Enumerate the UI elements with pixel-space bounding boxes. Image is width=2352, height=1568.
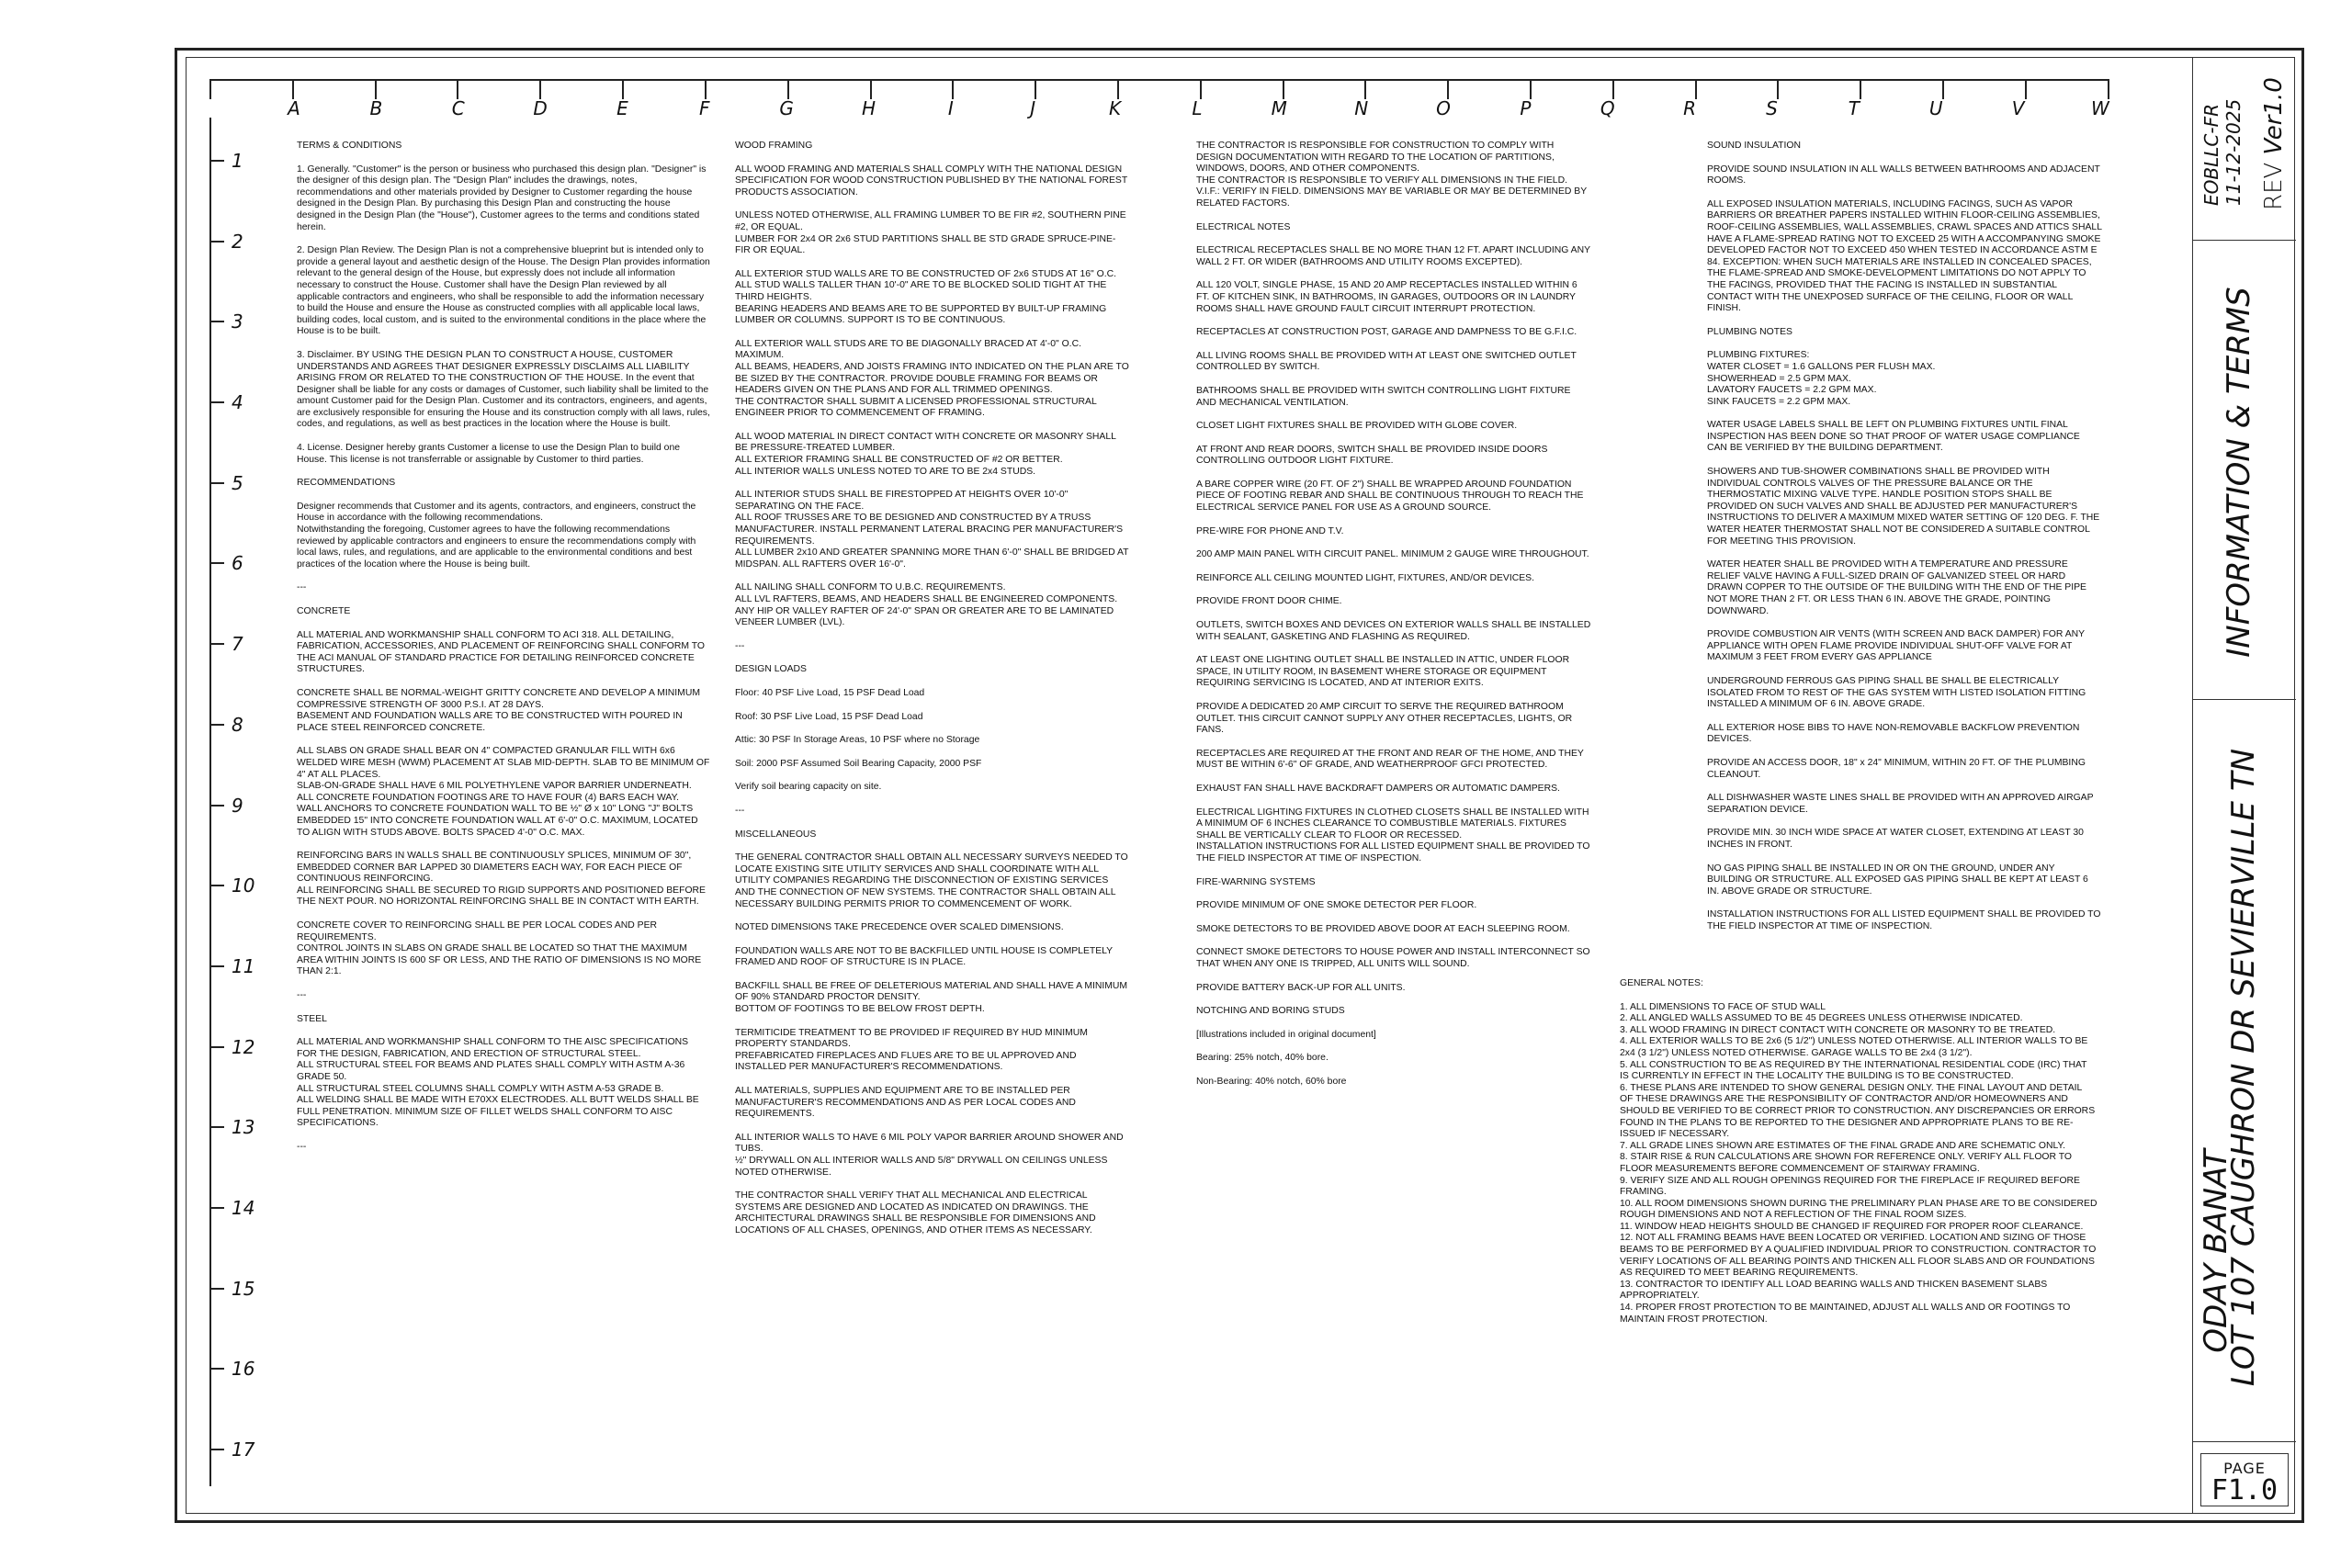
note-paragraph: PROVIDE FRONT DOOR CHIME. [1196, 596, 1342, 607]
note-paragraph: 200 AMP MAIN PANEL WITH CIRCUIT PANEL. MINIMUM 2 GAUGE WIRE THROUGHOUT. [1196, 549, 1589, 560]
section-heading: ELECTRICAL NOTES [1196, 221, 1291, 232]
column-tick [1695, 79, 1697, 99]
title-block [2192, 57, 2295, 1514]
note-paragraph: ALL LIVING ROOMS SHALL BE PROVIDED WITH AT LEAST ONE SWITCHED OUTLET CONTROLLED BY SWITCH. [1196, 350, 1577, 373]
column-label: B [369, 97, 383, 119]
general-note-item: 11. WINDOW HEAD HEIGHTS SHOULD BE CHANGED IF REQUIRED FOR PROPER ROOF CLEARANCE. [1620, 1221, 2084, 1232]
column-ruler [209, 79, 2109, 119]
column-tick [1860, 79, 1861, 99]
note-paragraph: SMOKE DETECTORS TO BE PROVIDED ABOVE DOOR AT EACH SLEEPING ROOM. [1196, 923, 1570, 934]
column-tick [1035, 79, 1036, 99]
note-paragraph: ALL MATERIALS, SUPPLIES AND EQUIPMENT ARE TO BE INSTALLED PER MANUFACTURER'S RECOMMENDATIONS AND AS PER LOCAL CODES AND REQUIREMENTS. [735, 1086, 1076, 1120]
column-tick [705, 79, 707, 99]
note-paragraph: EXHAUST FAN SHALL HAVE BACKDRAFT DAMPERS OR AUTOMATIC DAMPERS. [1196, 783, 1560, 794]
note-paragraph: Roof: 30 PSF Live Load, 15 PSF Dead Load [735, 711, 923, 722]
section-heading: PLUMBING NOTES [1707, 326, 1792, 337]
row-label: 17 [209, 1438, 265, 1461]
column-tick [1942, 79, 1944, 99]
project-address: LOT 107 CAUGHRON DR SEVIERVILLE TN [2225, 748, 2262, 1387]
column-label: G [779, 97, 794, 119]
note-paragraph: ALL EXTERIOR STUD WALLS ARE TO BE CONSTRUCTED OF 2x6 STUDS AT 16" O.C. ALL STUD WALLS TALLER THAN 10'-0" ARE TO BE BLOCKED SOLID TIGHT AT THE THIRD HEIGHTS. BEARING HEADERS AND BEAMS ARE TO BE SUPPORTED BY BUILT-UP FRAMING LUMBER OR COLUMNS. SUPPORT IS TO BE CONTINUOUS. [735, 268, 1116, 326]
column-label: R [1683, 97, 1697, 119]
column-tick [1117, 79, 1119, 99]
general-note-item: 10. ALL ROOM DIMENSIONS SHOWN DURING THE PRELIMINARY PLAN PHASE ARE TO BE CONSIDERED ROUGH DIMENSIONS AND NOT A REFLECTION OF THE FINAL ROOM SIZES. [1620, 1198, 2098, 1221]
general-note-item: 6. THESE PLANS ARE INTENDED TO SHOW GENERAL DESIGN ONLY. THE FINAL LAYOUT AND DETAIL OF THESE DRAWINGS ARE THE RESPONSIBILITY OF CONTRACTOR AND/OR HOMEOWNERS AND SHOULD BE VERIFIED TO BE CORRECT PRIOR TO CONSTRUCTION. ANY DISCREPANCIES OR ERRORS FOUND IN THE PLANS TO BE REPORTED TO THE DESIGNER AND APPROPRIATE PLANS TO BE RE-ISSUED IF NECESSARY. [1620, 1082, 2096, 1140]
column-tick [787, 79, 789, 99]
general-note-item: 13. CONTRACTOR TO IDENTIFY ALL LOAD BEARING WALLS AND THICKEN BASEMENT SLABS APPROPRIATELY. [1620, 1279, 2048, 1302]
column-tick [209, 79, 211, 99]
note-paragraph: --- [297, 990, 307, 1001]
note-paragraph: ALL EXTERIOR HOSE BIBS TO HAVE NON-REMOVABLE BACKFLOW PREVENTION DEVICES. [1707, 722, 2080, 745]
column-tick [375, 79, 377, 99]
electrical-notes-column [1196, 141, 1591, 1100]
section-heading: DESIGN LOADS [735, 664, 807, 675]
note-paragraph: THE CONTRACTOR SHALL VERIFY THAT ALL MECHANICAL AND ELECTRICAL SYSTEMS ARE DESIGNED AND LOCATED AS INDICATED ON DRAWINGS. THE ARCHITECTURAL DRAWINGS SHALL BE RESPONSIBLE FOR DIMENSIONS AND LOCATIONS OF ALL CHASES, OPENINGS, AND OTHER ITEMS AS NECESSARY. [735, 1190, 1096, 1235]
note-paragraph: --- [297, 582, 307, 593]
section-heading: FIRE-WARNING SYSTEMS [1196, 876, 1316, 887]
section-heading: SOUND INSULATION [1707, 141, 1801, 151]
section-heading: CONCRETE [297, 606, 351, 616]
note-paragraph: --- [297, 1141, 307, 1152]
plumbing-notes-column [1707, 141, 2102, 944]
note-paragraph: REINFORCING BARS IN WALLS SHALL BE CONTINUOUSLY SPLICES, MINIMUM OF 30", EMBEDDED CORNER BAR LAPPED 30 DIAMETERS EACH WAY, FOR EACH PIECE OF CONTINUOUS REINFORCING. ALL REINFORCING SHALL BE SECURED TO RIGID SUPPORTS AND POSITIONED BEFORE THE NEXT POUR. NO HORIZONTAL REINFORCING SHALL BE IN CONTACT WITH EARTH. [297, 851, 706, 908]
note-paragraph: RECEPTACLES AT CONSTRUCTION POST, GARAGE AND DAMPNESS TO BE G.F.I.C. [1196, 327, 1577, 338]
note-paragraph: THE CONTRACTOR IS RESPONSIBLE FOR CONSTRUCTION TO COMPLY WITH DESIGN DOCUMENTATION WITH REGARD TO THE LOCATION OF PARTITIONS, WINDOWS, DOORS, AND OTHER COMPONENTS. THE CONTRACTOR IS RESPONSIBLE TO VERIFY ALL DIMENSIONS IN THE FIELD. V.I.F.: VERIFY IN FIELD. DIMENSIONS MAY BE VARIABLE OR MAY BE DETERMINED BY RELATED FACTORS. [1196, 141, 1587, 209]
note-paragraph: CONNECT SMOKE DETECTORS TO HOUSE POWER AND INSTALL INTERCONNECT SO THAT WHEN ANY ONE IS TRIPPED, ALL UNITS WILL SOUND. [1196, 947, 1590, 969]
note-paragraph: BACKFILL SHALL BE FREE OF DELETERIOUS MATERIAL AND SHALL HAVE A MINIMUM OF 90% STANDARD PROCTOR DENSITY. BOTTOM OF FOOTINGS TO BE BELOW FROST DEPTH. [735, 980, 1128, 1015]
column-label: O [1436, 97, 1451, 119]
general-note-item: 9. VERIFY SIZE AND ALL ROUGH OPENINGS REQUIRED FOR THE FIREPLACE IF REQUIRED BEFORE FRAMING. [1620, 1175, 2080, 1198]
row-label: 4 [209, 391, 265, 413]
note-paragraph: REINFORCE ALL CEILING MOUNTED LIGHT, FIXTURES, AND/OR DEVICES. [1196, 572, 1534, 583]
note-paragraph: SHOWERS AND TUB-SHOWER COMBINATIONS SHALL BE PROVIDED WITH INDIVIDUAL CONTROLS VALVES OF THE PRESSURE BALANCE OR THE THERMOSTATIC MIXING VALVE TYPE. HANDLE POSITION STOPS SHALL BE PROVIDED ON SUCH VALVES AND SHALL BE ADJUSTED PER MANUFACTURER'S INSTRUCTIONS TO DELIVER A MAXIMUM MIXED WATER SETTING OF 120 DEG. F. THE WATER HEATER THERMOSTAT SHALL NOT BE CONSIDERED A SUITABLE CONTROL FOR MEETING THIS PROVISION. [1707, 467, 2100, 547]
wood-framing-column [735, 141, 1130, 1249]
client-name: ODAY BANAT [2198, 1149, 2234, 1353]
row-label: 8 [209, 714, 265, 736]
note-paragraph: ELECTRICAL RECEPTACLES SHALL BE NO MORE THAN 12 FT. APART INCLUDING ANY WALL 2 FT. OR WIDER (BATHROOMS AND UTILITY ROOMS EXCEPTED). [1196, 245, 1590, 267]
row-label: 2 [209, 231, 265, 253]
column-tick [1200, 79, 1202, 99]
note-paragraph: ALL NAILING SHALL CONFORM TO U.B.C. REQUIREMENTS. ALL LVL RAFTERS, BEAMS, AND HEADERS SHALL BE ENGINEERED COMPONENTS. ANY HIP OR VALLEY RAFTER OF 24'-0" SPAN OR GREATER ARE TO BE LAMINATED VENEER LUMBER (LVL). [735, 582, 1118, 628]
column-label: W [2091, 97, 2109, 119]
note-paragraph: PROVIDE COMBUSTION AIR VENTS (WITH SCREEN AND BACK DAMPER) FOR ANY APPLIANCE WITH OPEN FLAME PROVIDE INDIVIDUAL SHUT-OFF VALVE FOR AT MAXIMUM 3 FEET FROM EVERY GAS APPLIANCE [1707, 629, 2085, 663]
note-paragraph: Designer recommends that Customer and its agents, contractors, and engineers, construct the House in accordance with the following recommendations. Notwithstanding the foregoing, Customer agrees to have the following recommendations reviewed by applicable contractors and engineers to ensure the recommendations comply with local laws, rules, and regulations, and are applicable to the environmental conditions and best practices of the location where the House is being built. [297, 501, 696, 570]
column-label: F [699, 97, 710, 119]
column-tick [870, 79, 872, 99]
note-paragraph: WATER USAGE LABELS SHALL BE LEFT ON PLUMBING FIXTURES UNTIL FINAL INSPECTION HAS BEEN DONE SO THAT PROOF OF WATER USAGE COMPLIANCE CAN BE VERIFIED BY THE BUILDING DEPARTMENT. [1707, 420, 2080, 454]
note-paragraph: PROVIDE AN ACCESS DOOR, 18" x 24" MINIMUM, WITHIN 20 FT. OF THE PLUMBING CLEANOUT. [1707, 757, 2086, 780]
note-paragraph: UNLESS NOTED OTHERWISE, ALL FRAMING LUMBER TO BE FIR #2, SOUTHERN PINE #2, OR EQUAL. LUMBER FOR 2x4 OR 2x6 STUD PARTITIONS SHALL BE STD GRADE SPRUCE-PINE-FIR OR EQUAL. [735, 210, 1126, 256]
column-tick [1530, 79, 1532, 99]
note-paragraph: Verify soil bearing capacity on site. [735, 782, 882, 793]
column-label: E [616, 97, 628, 119]
note-paragraph: 3. Disclaimer. BY USING THE DESIGN PLAN TO CONSTRUCT A HOUSE, CUSTOMER UNDERSTANDS AND AGREES THAT DESIGNER EXPRESSLY DISCLAIMS ALL LIABILITY ARISING FROM OR RELATED TO THE CONSTRUCTION OF THE HOUSE. In the event that Designer shall be liable for any costs or damages of Customer, such liability shall be limited to the amount Customer paid for the Design Plan. Customer and its contractors, engineers, and agents, are exclusively responsible for ensuring the House and its construction comply with all laws, rules, codes, and regulations, as well as best practices in the location where the House is built. [297, 349, 710, 430]
column-tick [292, 79, 294, 99]
note-paragraph: OUTLETS, SWITCH BOXES AND DEVICES ON EXTERIOR WALLS SHALL BE INSTALLED WITH SEALANT, GASKETING AND FLASHING AS REQUIRED. [1196, 620, 1591, 642]
general-note-item: 3. ALL WOOD FRAMING IN DIRECT CONTACT WITH CONCRETE OR MASONRY TO BE TREATED. [1620, 1024, 2056, 1035]
note-paragraph: ALL DISHWASHER WASTE LINES SHALL BE PROVIDED WITH AN APPROVED AIRGAP SEPARATION DEVICE. [1707, 793, 2094, 815]
note-paragraph: ALL EXPOSED INSULATION MATERIALS, INCLUDING FACINGS, SUCH AS VAPOR BARRIERS OR BREATHER PAPERS INSTALLED WITHIN FLOOR-CEILING ASSEMBLIES, ROOF-CEILING ASSEMBLIES, WALL ASSEMBLIES, CRAWL SPACES AND ATTICS SHALL HAVE A FLAME-SPREAD RATING NOT TO EXCEED 25 WITH A ACCOMPANYING SMOKE DEVELOPED FACTOR NOT TO EXCEED 450 WHEN TESTED IN ACCORDANCE ASTM E 84. EXCEPTION: WHEN SUCH MATERIALS ARE INSTALLED IN CONCEALED SPACES, THE FLAME-SPREAD AND SMOKE-DEVELOPMENT LIMITATIONS DO NOT APPLY TO THE FACINGS, PROVIDED THAT THE FACING IS INSTALLED IN SUBSTANTIAL CONTACT WITH THE UNEXPOSED SURFACE OF THE CEILING, FLOOR OR WALL FINISH. [1707, 198, 2102, 314]
note-paragraph: CLOSET LIGHT FIXTURES SHALL BE PROVIDED WITH GLOBE COVER. [1196, 421, 1518, 432]
note-paragraph: AT FRONT AND REAR DOORS, SWITCH SHALL BE PROVIDED INSIDE DOORS CONTROLLING OUTDOOR LIGHT FIXTURE. [1196, 444, 1548, 467]
note-paragraph: THE GENERAL CONTRACTOR SHALL OBTAIN ALL NECESSARY SURVEYS NEEDED TO LOCATE EXISTING SITE UTILITY SERVICES AND SHALL COORDINATE WITH ALL UTILITY COMPANIES REGARDING THE DISCONNECTION OF EXISTING SERVICES AND THE CONNECTION OF NEW SYSTEMS. THE CONTRACTOR SHALL OBTAIN ALL NECESSARY BUILDING PERMITS PRIOR TO COMMENCEMENT OF WORK. [735, 852, 1128, 909]
note-paragraph: 4. License. Designer hereby grants Customer a license to use the Design Plan to build one House. This license is not transferrable or assignable by Customer to third parties. [297, 443, 681, 465]
column-label: V [2011, 97, 2025, 119]
row-label: 7 [209, 633, 265, 655]
project-box [2193, 700, 2296, 1442]
note-paragraph: 1. Generally. "Customer" is the person or business who purchased this design plan. "Designer" is the designer of this design plan. The "Design Plan" includes the drawings, notes, recommendations and other materials provided by Designer to Customer regarding the house designed in the Design Plan. By purchasing this Design Plan and constructing the house designed in the Design Plan (the "House"), Customer agrees to the terms and conditions stated herein. [297, 164, 707, 232]
row-label: 14 [209, 1197, 265, 1219]
column-tick [1364, 79, 1366, 99]
general-note-item: 7. ALL GRADE LINES SHOWN ARE ESTIMATES OF THE FINAL GRADE AND ARE SCHEMATIC ONLY. [1620, 1140, 2066, 1151]
column-tick [952, 79, 954, 99]
note-paragraph: Non-Bearing: 40% notch, 60% bore [1196, 1076, 1347, 1087]
note-paragraph: INSTALLATION INSTRUCTIONS FOR ALL LISTED EQUIPMENT SHALL BE PROVIDED TO THE FIELD INSPECTOR AT TIME OF INSPECTION. [1707, 909, 2101, 931]
row-label: 3 [209, 310, 265, 333]
note-paragraph: [Illustrations included in original document] [1196, 1029, 1376, 1040]
note-paragraph: PROVIDE SOUND INSULATION IN ALL WALLS BETWEEN BATHROOMS AND ADJACENT ROOMS. [1707, 164, 2100, 186]
note-paragraph: BATHROOMS SHALL BE PROVIDED WITH SWITCH CONTROLLING LIGHT FIXTURE AND MECHANICAL VENTILATION. [1196, 385, 1571, 408]
column-label: H [861, 97, 876, 119]
row-label: 13 [209, 1116, 265, 1138]
column-tick [1612, 79, 1614, 99]
page-label: PAGE [2223, 1460, 2266, 1477]
note-paragraph: Soil: 2000 PSF Assumed Soil Bearing Capacity, 2000 PSF [735, 758, 982, 769]
note-paragraph: WATER HEATER SHALL BE PROVIDED WITH A TEMPERATURE AND PRESSURE RELIEF VALVE HAVING A FULL-SIZED DRAIN OF GALVANIZED STEEL OR HARD DRAWN COPPER TO THE OUTSIDE OF THE BUILDING WITH THE END OF THE PIPE NOT MORE THAN 2 FT. OR LESS THAN 6 IN. ABOVE THE GRADE, POINTING DOWNWARD. [1707, 559, 2086, 616]
note-paragraph: CONCRETE SHALL BE NORMAL-WEIGHT GRITTY CONCRETE AND DEVELOP A MINIMUM COMPRESSIVE STRENGTH OF 3000 P.S.I. AT 28 DAYS. BASEMENT AND FOUNDATION WALLS ARE TO BE CONSTRUCTED WITH POURED IN PLACE STEEL REINFORCED CONCRETE. [297, 687, 700, 733]
note-paragraph: A BARE COPPER WIRE (20 FT. OF 2") SHALL BE WRAPPED AROUND FOUNDATION PIECE OF FOOTING REBAR AND SHALL BE CONTINUOUS THROUGH TO REACH THE ELECTRICAL SERVICE PANEL FOR USE AS A GROUND SOURCE. [1196, 479, 1584, 513]
section-heading: STEEL [297, 1013, 327, 1024]
note-paragraph: CONCRETE COVER TO REINFORCING SHALL BE PER LOCAL CODES AND PER REQUIREMENTS. CONTROL JOINTS IN SLABS ON GRADE SHALL BE LOCATED SO THAT THE MAXIMUM AREA WITHIN JOINTS IS 600 SF OR LESS, AND THE RATIO OF DIMENSIONS IS NO MORE THAN 2:1. [297, 920, 702, 977]
note-paragraph: NO GAS PIPING SHALL BE INSTALLED IN OR ON THE GROUND, UNDER ANY BUILDING OR STRUCTURE. ALL EXPOSED GAS PIPING SHALL BE KEPT AT LEAST 6 IN. ABOVE GRADE OR STRUCTURE. [1707, 863, 2088, 897]
rev-value: Ver1.0 [2260, 77, 2288, 155]
column-tick [539, 79, 541, 99]
issue-date: 11-12-2025 [2222, 98, 2245, 206]
terms-and-conditions-column [297, 141, 710, 1166]
section-heading: TERMS & CONDITIONS [297, 141, 402, 151]
note-paragraph: --- [735, 640, 745, 651]
section-heading: NOTCHING AND BORING STUDS [1196, 1006, 1345, 1017]
row-label: 10 [209, 874, 265, 897]
column-label: S [1766, 97, 1778, 119]
column-tick [1777, 79, 1779, 99]
general-note-item: 2. ALL ANGLED WALLS ASSUMED TO BE 45 DEGREES UNLESS OTHERWISE INDICATED. [1620, 1013, 2023, 1024]
row-label: 15 [209, 1278, 265, 1300]
note-paragraph: ALL WOOD FRAMING AND MATERIALS SHALL COMPLY WITH THE NATIONAL DESIGN SPECIFICATION FOR WOOD CONSTRUCTION PUBLISHED BY THE NATIONAL FOREST PRODUCTS ASSOCIATION. [735, 164, 1128, 197]
general-note-item: 12. NOT ALL FRAMING BEAMS HAVE BEEN LOCATED OR VERIFIED. LOCATION AND SIZING OF THOSE BEAMS TO BE PERFORMED BY A QUALIFIED INDIVIDUAL PRIOR TO CONSTRUCTION. CONTRACTOR TO VERIFY LOCATIONS OF ALL BEARING POINTS AND THICKEN ALL FLOOR SLABS AND OR FOUNDATIONS AS REQUIRED TO MEET BEARING REQUIREMENTS. [1620, 1233, 2097, 1279]
column-label: A [288, 97, 300, 119]
row-label: 6 [209, 552, 265, 574]
column-tick [1447, 79, 1449, 99]
project-code: EOBLLC-FR [2200, 104, 2222, 206]
general-notes-title: GENERAL NOTES: [1620, 978, 1703, 988]
row-label: 16 [209, 1358, 265, 1380]
general-note-item: 8. STAIR RISE & RUN CALCULATIONS ARE SHOWN FOR REFERENCE ONLY. VERIFY ALL FLOOR TO FLOOR MEASUREMENTS BEFORE COMMENCEMENT OF STAIRWAY FRAMING. [1620, 1152, 2072, 1174]
note-paragraph: TERMITICIDE TREATMENT TO BE PROVIDED IF REQUIRED BY HUD MINIMUM PROPERTY STANDARDS. PREFABRICATED FIREPLACES AND FLUES ARE TO BE UL APPROVED AND INSTALLED PER MANUFACTURER'S RECOMMENDATIONS. [735, 1027, 1088, 1073]
column-tick [1283, 79, 1284, 99]
revision-box [2193, 57, 2296, 241]
note-paragraph: --- [735, 805, 745, 816]
column-tick [2108, 79, 2109, 99]
note-paragraph: AT LEAST ONE LIGHTING OUTLET SHALL BE INSTALLED IN ATTIC, UNDER FLOOR SPACE, IN UTILITY ROOM, IN BASEMENT WHERE STORAGE OR EQUIPMENT REQUIRING SERVICING IS LOCATED, AND AT INTERIOR EXITS. [1196, 655, 1570, 689]
general-notes [1620, 978, 2098, 1325]
general-note-item: 1. ALL DIMENSIONS TO FACE OF STUD WALL [1620, 1001, 1826, 1012]
column-label: U [1928, 97, 1943, 119]
column-tick [2025, 79, 2027, 99]
column-label: I [947, 97, 954, 119]
column-label: Q [1600, 97, 1615, 119]
note-paragraph: PROVIDE MINIMUM OF ONE SMOKE DETECTOR PER FLOOR. [1196, 900, 1477, 911]
note-paragraph: ALL MATERIAL AND WORKMANSHIP SHALL CONFORM TO THE AISC SPECIFICATIONS FOR THE DESIGN, FABRICATION, AND ERECTION OF STRUCTURAL STEEL. ALL STRUCTURAL STEEL FOR BEAMS AND PLATES SHALL COMPLY WITH ASTM A-36 GRADE 50. ALL STRUCTURAL STEEL COLUMNS SHALL COMPLY WITH ASTM A-53 GRADE B. ALL WELDING SHALL BE MADE WITH E70XX ELECTRODES. ALL BUTT WELDS SHALL BE FULL PENETRATION. MINIMUM SIZE OF FILLET WELDS SHALL CONFORM TO AISC SPECIFICATIONS. [297, 1037, 699, 1129]
note-paragraph: Attic: 30 PSF In Storage Areas, 10 PSF where no Storage [735, 735, 980, 746]
note-paragraph: Floor: 40 PSF Live Load, 15 PSF Dead Load [735, 687, 925, 698]
column-tick [622, 79, 624, 99]
note-paragraph: PLUMBING FIXTURES: WATER CLOSET = 1.6 GALLONS PER FLUSH MAX. SHOWERHEAD = 2.5 GPM MAX. LAVATORY FAUCETS = 2.2 GPM MAX. SINK FAUCETS = 2.2 GPM MAX. [1707, 350, 1936, 407]
note-paragraph: 2. Design Plan Review. The Design Plan is not a comprehensive blueprint but is intended only to provide a general layout and aesthetic design of the House. The Design Plan provides information relevant to the general design of the House, but expressly does not include all information necessary to construct the House. Customer shall have the Design Plan reviewed by all applicable contractors and engineers, who shall be responsible to add the information necessary to build the House and ensure the House as constructed complies with all applicable local laws, building codes, local custom, and is suited to the environmental conditions in the place where the House is to be built. [297, 245, 710, 337]
row-label: 12 [209, 1036, 265, 1058]
row-labels [209, 118, 265, 1486]
column-label: C [451, 97, 465, 119]
note-paragraph: PROVIDE A DEDICATED 20 AMP CIRCUIT TO SERVE THE REQUIRED BATHROOM OUTLET. THIS CIRCUIT CANNOT SUPPLY ANY OTHER RECEPTACLES, LIGHTS, OR FANS. [1196, 702, 1573, 736]
page-box [2200, 1453, 2289, 1506]
section-heading: MISCELLANEOUS [735, 829, 817, 840]
column-label: L [1192, 97, 1203, 119]
column-label: K [1109, 97, 1122, 119]
column-label: M [1271, 97, 1287, 119]
note-paragraph: PROVIDE MIN. 30 INCH WIDE SPACE AT WATER CLOSET, EXTENDING AT LEAST 30 INCHES IN FRONT. [1707, 828, 2084, 850]
general-note-item: 5. ALL CONSTRUCTION TO BE AS REQUIRED BY THE INTERNATIONAL RESIDENTIAL CODE (IRC) THAT IS CURRENTLY IN EFFECT IN THE LOCALITY THE BUILDING IS TO BE CONSTRUCTED. [1620, 1059, 2087, 1082]
column-label: P [1520, 97, 1532, 119]
note-paragraph: ALL MATERIAL AND WORKMANSHIP SHALL CONFORM TO ACI 318. ALL DETAILING, FABRICATION, ACCESSORIES, AND PLACEMENT OF REINFORCING SHALL CONFORM TO THE ACI MANUAL OF STANDARD PRACTICE FOR DETAILING REINFORCED CONCRETE STRUCTURES. [297, 629, 705, 675]
rev-label: REV [2260, 162, 2288, 210]
section-heading: RECOMMENDATIONS [297, 478, 396, 489]
note-paragraph: ALL SLABS ON GRADE SHALL BEAR ON 4" COMPACTED GRANULAR FILL WITH 6x6 WELDED WIRE MESH (WWM) PLACEMENT AT SLAB MID-DEPTH. SLAB TO BE MINIMUM OF 4" AT ALL PLACES. SLAB-ON-GRADE SHALL HAVE 6 MIL POLYETHYLENE VAPOR BARRIER UNDERNEATH. ALL CONCRETE FOUNDATION FOOTINGS ARE TO HAVE FOUR (4) BARS EACH WAY. WALL ANCHORS TO CONCRETE FOUNDATION WALL TO BE ½" Ø x 10" LONG "J" BOLTS EMBEDDED 15" INTO CONCRETE FOUNDATION WALL AT 6'-0" O.C. MAXIMUM, LOCATED TO ALIGN WITH STUDS ABOVE. BOLTS SPACED 4'-0" O.C. MAX. [297, 746, 710, 838]
column-label: N [1354, 97, 1369, 119]
note-paragraph: RECEPTACLES ARE REQUIRED AT THE FRONT AND REAR OF THE HOME, AND THEY MUST BE WITHIN 6'-6" OF GRADE, AND WEATHERPROOF GFCI PROTECTED. [1196, 748, 1584, 771]
general-note-item: 14. PROPER FROST PROTECTION TO BE MAINTAINED, ADJUST ALL WALLS AND OR FOOTINGS TO MAINTAIN FROST PROTECTION. [1620, 1303, 2071, 1325]
page-number: F1.0 [2211, 1474, 2278, 1506]
column-tick [457, 79, 458, 99]
column-label: J [1030, 97, 1036, 119]
note-paragraph: ALL 120 VOLT, SINGLE PHASE, 15 AND 20 AMP RECEPTACLES INSTALLED WITHIN 6 FT. OF KITCHEN SINK, IN BATHROOMS, IN GARAGES, OUTDOORS OR IN LAUNDRY ROOMS SHALL HAVE GROUND FAULT CIRCUIT INTERRUPT PROTECTION. [1196, 280, 1577, 314]
note-paragraph: NOTED DIMENSIONS TAKE PRECEDENCE OVER SCALED DIMENSIONS. [735, 922, 1064, 933]
note-paragraph: ALL INTERIOR WALLS TO HAVE 6 MIL POLY VAPOR BARRIER AROUND SHOWER AND TUBS. ½" DRYWALL ON ALL INTERIOR WALLS AND 5/8" DRYWALL ON CEILINGS UNLESS NOTED OTHERWISE. [735, 1132, 1124, 1178]
note-paragraph: ALL WOOD MATERIAL IN DIRECT CONTACT WITH CONCRETE OR MASONRY SHALL BE PRESSURE-TREATED LUMBER. ALL EXTERIOR FRAMING SHALL BE CONSTRUCTED OF #2 OR BETTER. ALL INTERIOR WALLS UNLESS NOTED TO ARE TO BE 2x4 STUDS. [735, 431, 1116, 477]
note-paragraph: UNDERGROUND FERROUS GAS PIPING SHALL BE SHALL BE ELECTRICALLY ISOLATED FROM TO REST OF THE GAS SYSTEM WITH LISTED ISOLATION FITTING INSTALLED A MINIMUM OF 6 IN. ABOVE GRADE. [1707, 675, 2086, 710]
note-paragraph: FOUNDATION WALLS ARE NOT TO BE BACKFILLED UNTIL HOUSE IS COMPLETELY FRAMED AND ROOF OF STRUCTURE IS IN PLACE. [735, 945, 1113, 968]
row-label: 11 [209, 955, 265, 977]
note-paragraph: ALL INTERIOR STUDS SHALL BE FIRESTOPPED AT HEIGHTS OVER 10'-0" SEPARATING ON THE FACE. ALL ROOF TRUSSES ARE TO BE DESIGNED AND CONSTRUCTED BY A TRUSS MANUFACTURER. INSTALL PERMANENT LATERAL BRACING PER MANUFACTURER'S REQUIREMENTS. ALL LUMBER 2x10 AND GREATER SPANNING MORE THAN 6'-0" SHALL BE BRIDGED AT MIDSPAN. ALL RAFTERS OVER 16'-0". [735, 490, 1129, 570]
row-label: 9 [209, 795, 265, 817]
sheet-title: INFORMATION & TERMS [2221, 287, 2257, 658]
row-label: 5 [209, 472, 265, 494]
column-label: T [1848, 97, 1860, 119]
note-paragraph: Bearing: 25% notch, 40% bore. [1196, 1053, 1329, 1064]
note-paragraph: ELECTRICAL LIGHTING FIXTURES IN CLOTHED CLOSETS SHALL BE INSTALLED WITH A MINIMUM OF 6 INCHES CLEARANCE TO COMBUSTIBLE MATERIALS. FIXTURES SHALL BE VERTICALLY CLEAR TO FLOOR OR RECESSED. INSTALLATION INSTRUCTIONS FOR ALL LISTED EQUIPMENT SHALL BE PROVIDED TO THE FIELD INSPECTOR AT TIME OF INSPECTION. [1196, 807, 1590, 863]
sheet-title-box [2193, 241, 2296, 700]
general-note-item: 4. ALL EXTERIOR WALLS TO BE 2x6 (5 1/2") UNLESS NOTED OTHERWISE. ALL INTERIOR WALLS TO BE 2x4 (3 1/2") UNLESS NOTED OTHERWISE. GARAGE WALLS TO BE 2x4 (3 1/2"). [1620, 1036, 2088, 1058]
note-paragraph: PROVIDE BATTERY BACK-UP FOR ALL UNITS. [1196, 982, 1406, 993]
section-heading: WOOD FRAMING [735, 141, 813, 151]
row-label: 1 [209, 150, 265, 172]
note-paragraph: PRE-WIRE FOR PHONE AND T.V. [1196, 525, 1344, 536]
note-paragraph: ALL EXTERIOR WALL STUDS ARE TO BE DIAGONALLY BRACED AT 4'-0" O.C. MAXIMUM. ALL BEAMS, HEADERS, AND JOISTS FRAMING INTO INDICATED ON THE PLAN ARE TO BE SIZED BY THE CONTRACTOR. PROVIDE DOUBLE FRAMING FOR BEAMS OR HEADERS GIVEN ON THE PLANS AND FOR ALL TRIMMED OPENINGS. THE CONTRACTOR SHALL SUBMIT A LICENSED PROFESSIONAL STRUCTURAL ENGINEER PRIOR TO COMMENCEMENT OF FRAMING. [735, 338, 1129, 419]
column-label: D [533, 97, 548, 119]
